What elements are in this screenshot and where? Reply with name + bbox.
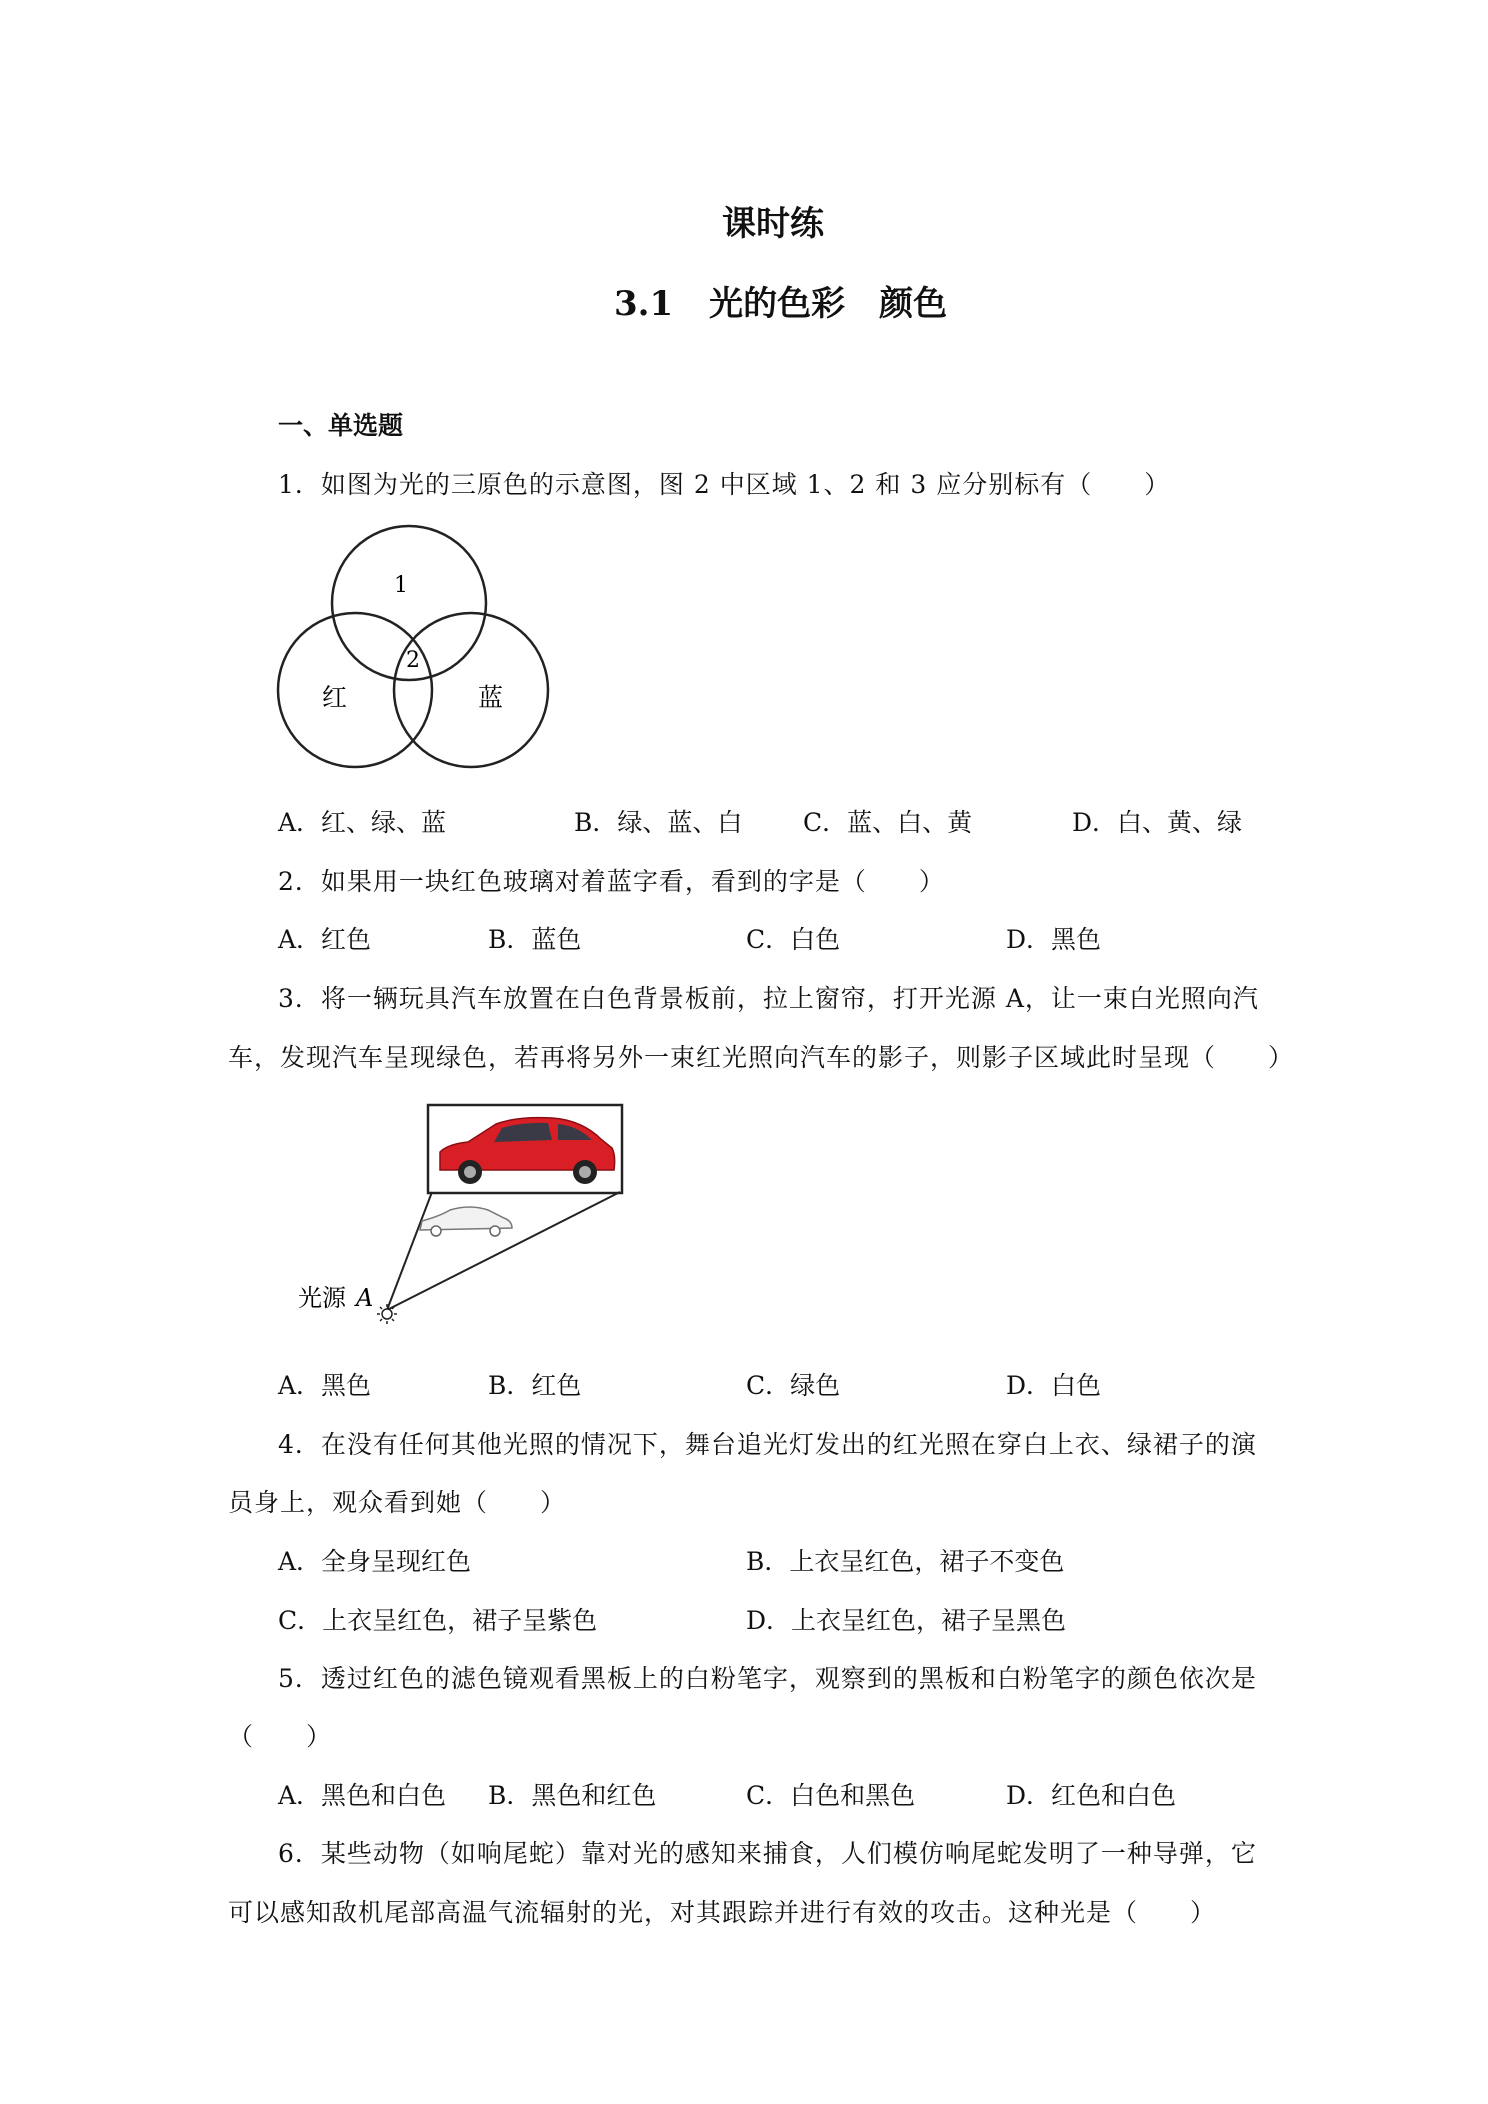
question-3-option-b[interactable]: B．红色 (488, 1371, 582, 1400)
question-3-stem-line-2: 车，发现汽车呈现绿色，若再将另外一束红光照向汽车的影子，则影子区域此时呈现（ ） (228, 1043, 1295, 1072)
question-6-stem-line-1: 6．某些动物（如响尾蛇）靠对光的感知来捕食，人们模仿响尾蛇发明了一种导弹，它 (278, 1839, 1257, 1868)
light-source-label: 光源 (298, 1284, 346, 1312)
question-2-option-a[interactable]: A．红色 (278, 925, 372, 954)
question-4-option-d[interactable]: D．上衣呈红色，裙子呈黑色 (746, 1606, 1067, 1635)
question-3-option-d[interactable]: D．白色 (1006, 1371, 1102, 1400)
question-3-stem-line-1: 3．将一辆玩具汽车放置在白色背景板前，拉上窗帘，打开光源 A，让一束白光照向汽 (278, 984, 1259, 1013)
page-title: 课时练 (722, 204, 824, 244)
lesson-title (614, 276, 947, 325)
question-5-stem-line-2: （ ） (228, 1722, 333, 1751)
question-3-option-c[interactable]: C．绿色 (746, 1371, 841, 1400)
venn-circle-left (278, 613, 432, 767)
question-5-option-a[interactable]: A．黑色和白色 (278, 1781, 447, 1810)
light-source-letter: A (356, 1284, 374, 1312)
venn-circle-right (394, 613, 548, 767)
question-4-option-a[interactable]: A．全身呈现红色 (278, 1547, 472, 1576)
question-2-option-c[interactable]: C．白色 (746, 925, 841, 954)
question-4-option-c[interactable]: C．上衣呈红色，裙子呈紫色 (278, 1606, 598, 1635)
venn-diagram (270, 520, 570, 780)
question-1-option-b[interactable]: B．绿、蓝、白 (574, 808, 743, 837)
question-5-option-b[interactable]: B．黑色和红色 (488, 1781, 657, 1810)
venn-label-2: 2 (406, 648, 420, 673)
question-1-option-c[interactable]: C．蓝、白、黄 (803, 808, 973, 837)
question-5-option-c[interactable]: C．白色和黑色 (746, 1781, 916, 1810)
venn-label-red: 红 (322, 683, 348, 712)
lesson-name: 光的色彩 颜色 (709, 284, 948, 324)
car-light-diagram (290, 1100, 630, 1340)
question-1-option-d[interactable]: D．白、黄、绿 (1072, 808, 1243, 837)
light-beam-upper (387, 1192, 432, 1310)
question-1-option-a[interactable]: A．红、绿、蓝 (278, 808, 447, 837)
question-4-stem-line-2: 员身上，观众看到她（ ） (228, 1488, 567, 1517)
question-5-option-d[interactable]: D．红色和白色 (1006, 1781, 1177, 1810)
venn-label-1: 1 (394, 573, 408, 598)
question-2-option-b[interactable]: B．蓝色 (488, 925, 582, 954)
question-4-option-b[interactable]: B．上衣呈红色，裙子不变色 (746, 1547, 1065, 1576)
question-3-option-a[interactable]: A．黑色 (278, 1371, 372, 1400)
lesson-number: 3.1 (614, 284, 674, 324)
question-4-stem-line-1: 4．在没有任何其他光照的情况下，舞台追光灯发出的红光照在穿白上衣、绿裙子的演 (278, 1430, 1257, 1459)
section-heading: 一、单选题 (278, 411, 404, 440)
question-2-stem: 2．如果用一块红色玻璃对着蓝字看，看到的字是（ ） (278, 867, 945, 896)
question-2-option-d[interactable]: D．黑色 (1006, 925, 1102, 954)
light-beam-lower (387, 1192, 620, 1310)
sun-icon (377, 1304, 397, 1324)
venn-label-blue: 蓝 (478, 683, 504, 712)
question-6-stem-line-2: 可以感知敌机尾部高温气流辐射的光，对其跟踪并进行有效的攻击。这种光是（ ） (228, 1898, 1217, 1927)
question-5-stem-line-1: 5．透过红色的滤色镜观看黑板上的白粉笔字，观察到的黑板和白粉笔字的颜色依次是 (278, 1664, 1257, 1693)
toy-car-image (420, 1207, 512, 1236)
question-1-stem: 1．如图为光的三原色的示意图，图 2 中区域 1、2 和 3 应分别标有（ ） (278, 470, 1171, 499)
